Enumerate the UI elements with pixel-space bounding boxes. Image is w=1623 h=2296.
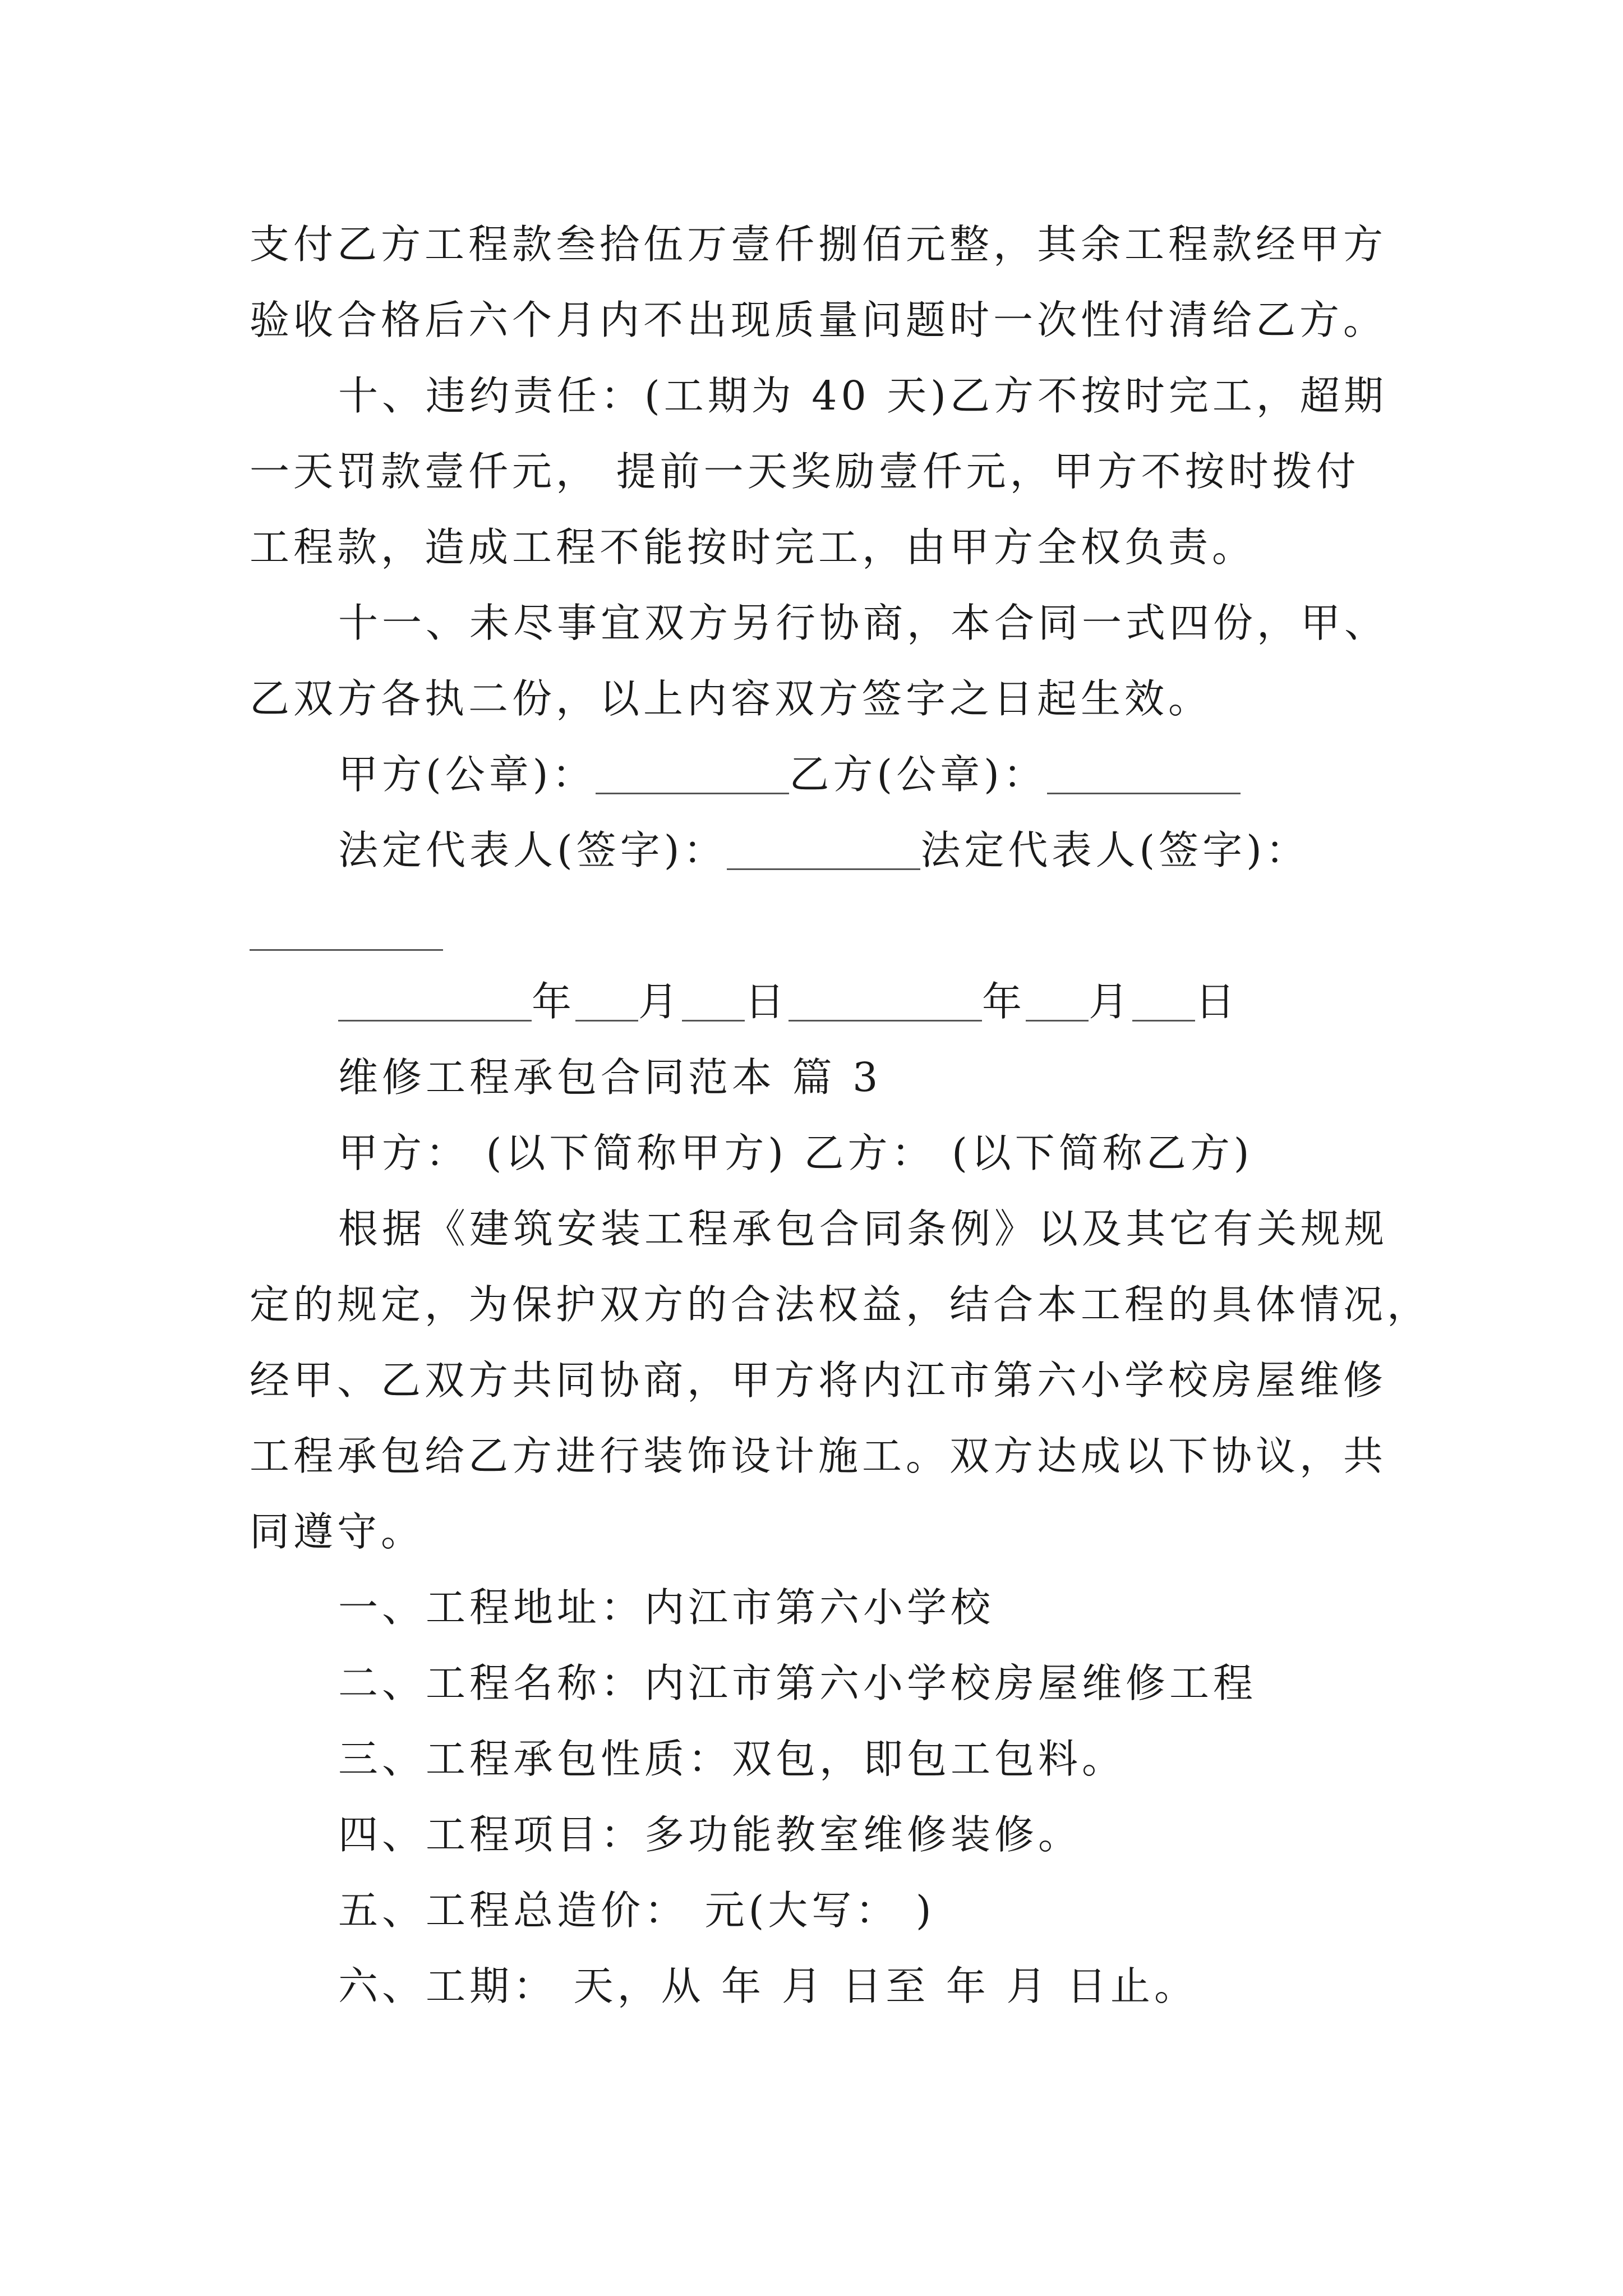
seal-line [338, 751, 1241, 798]
day-a-blank [682, 985, 745, 1022]
list-item: 三、工程承包性质：双包，即包工包料。 [338, 1736, 1126, 1782]
list-item: 一、工程地址：内江市第六小学校 [338, 1584, 995, 1631]
section-title: 维修工程承包合同范本 篇 3 [338, 1054, 882, 1101]
month-label: 月 [1089, 978, 1133, 1025]
intro-line: 经甲、乙双方共同协商，甲方将内江市第六小学校房屋维修 [250, 1357, 1387, 1404]
rep-b-blank [250, 949, 443, 951]
month-a-blank [575, 985, 638, 1022]
year-a-blank [338, 985, 532, 1022]
intro-line: 同遵守。 [250, 1508, 425, 1555]
text-line: 乙双方各执二份，以上内容双方签字之日起生效。 [250, 675, 1212, 722]
intro-line: 工程承包给乙方进行装饰设计施工。双方达成以下协议，共 [250, 1433, 1387, 1479]
party-a-seal-label: 甲方(公章)： [338, 751, 596, 798]
year-label: 年 [532, 978, 576, 1025]
party-a-seal-blank [596, 758, 789, 794]
rep-a-label: 法定代表人(签字)： [338, 827, 727, 873]
text-line: 支付乙方工程款叁拾伍万壹仟捌佰元整，其余工程款经甲方 [250, 221, 1387, 268]
rep-b-label: 法定代表人(签字)： [920, 827, 1310, 873]
list-item: 二、工程名称：内江市第六小学校房屋维修工程 [338, 1660, 1257, 1706]
text-line: 十、违约责任：(工期为 40 天)乙方不按时完工，超期 [338, 372, 1387, 419]
day-b-blank [1132, 985, 1195, 1022]
year-label: 年 [982, 978, 1026, 1025]
text-line: 验收合格后六个月内不出现质量问题时一次性付清给乙方。 [250, 297, 1387, 343]
parties-line: 甲方： (以下简称甲方) 乙方： (以下简称乙方) [338, 1130, 1253, 1176]
list-item: 五、工程总造价： 元(大写： ) [338, 1887, 935, 1934]
month-b-blank [1026, 985, 1089, 1022]
intro-line: 定的规定，为保护双方的合法权益，结合本工程的具体情况， [250, 1281, 1431, 1328]
rep-a-blank [727, 834, 920, 870]
representative-line [338, 827, 1310, 873]
intro-line: 根据《建筑安装工程承包合同条例》以及其它有关规规 [338, 1205, 1389, 1252]
party-b-seal-label: 乙方(公章)： [789, 751, 1047, 798]
day-label: 日 [1195, 978, 1239, 1025]
text-line: 工程款，造成工程不能按时完工，由甲方全权负责。 [250, 524, 1256, 570]
text-line: 一天罚款壹仟元， 提前一天奖励壹仟元，甲方不按时拨付 [250, 448, 1360, 495]
day-label: 日 [745, 978, 789, 1025]
party-b-seal-blank [1047, 758, 1241, 794]
list-item: 六、工期： 天，从 年 月 日至 年 月 日止。 [338, 1963, 1198, 2009]
date-line [338, 978, 1239, 1025]
list-item: 四、工程项目：多功能教室维修装修。 [338, 1811, 1082, 1858]
month-label: 月 [638, 978, 683, 1025]
text-line: 十一、未尽事宜双方另行协商，本合同一式四份，甲、 [338, 600, 1389, 646]
year-b-blank [789, 985, 982, 1022]
